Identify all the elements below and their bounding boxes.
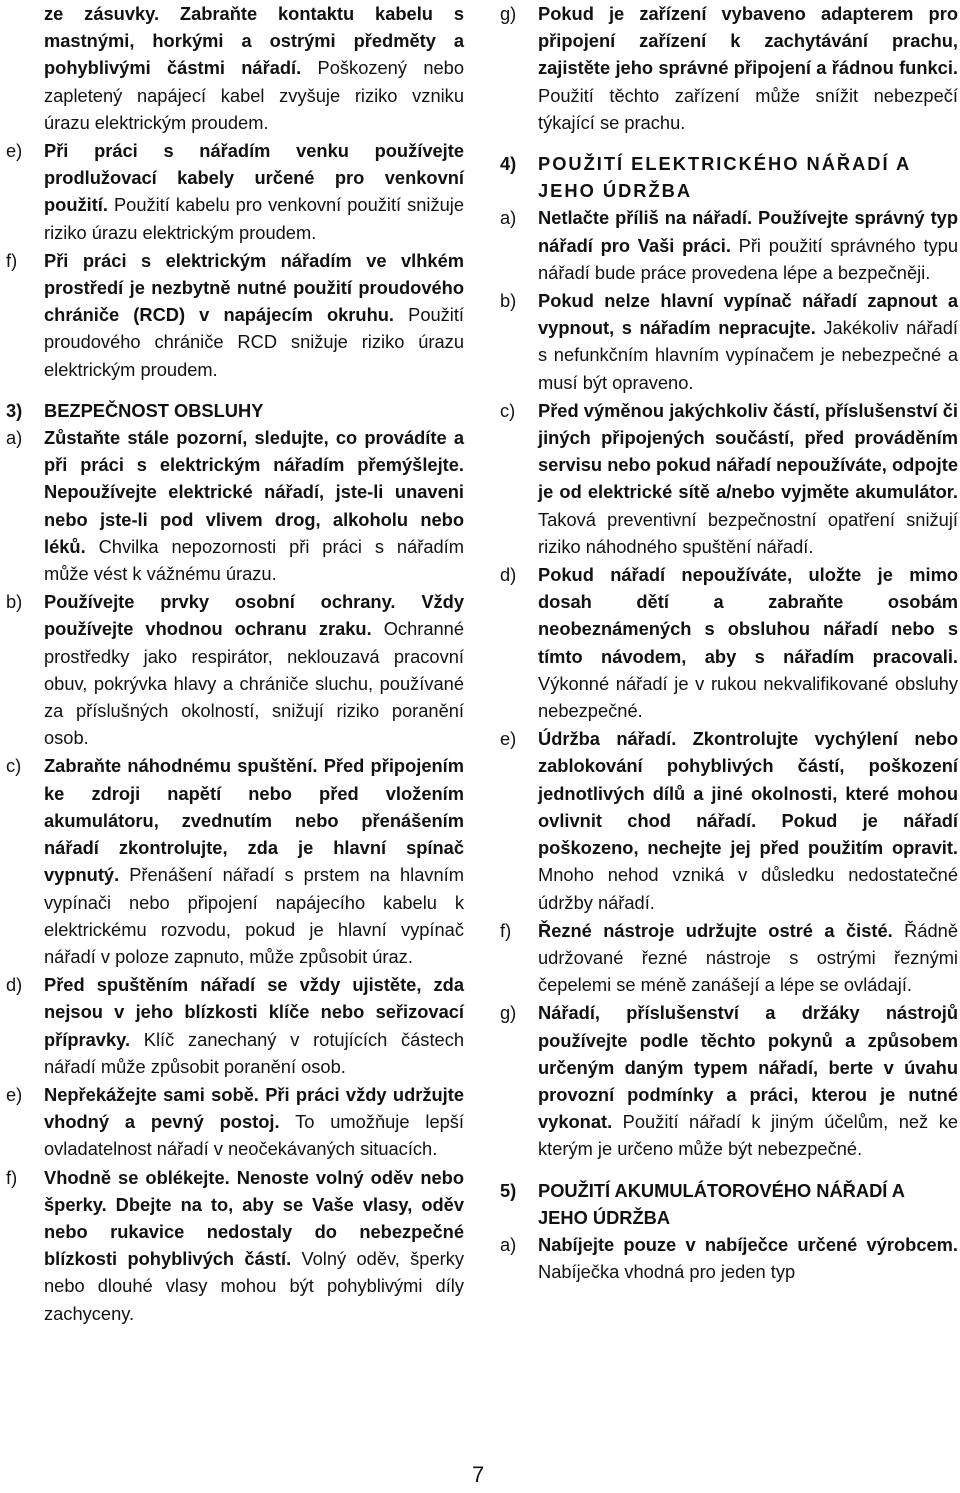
item-bold-text: Řezné nástroje udržujte ostré a čisté. [538,919,893,941]
list-item-3d [6,971,464,1080]
item-normal-text: Nabíječka vhodná pro jeden typ [538,1261,796,1283]
item-normal-text: Chvilka nepozornosti při práci s nářadím může vést k vážnému úrazu. [44,535,464,585]
item-bold-text: Nářadí, příslušenství a držáky nástrojů používejte podle těchto pokynů a způsobem určeným daným typem nářadí, berte v úvahu provozní podmínky a práci, kterou je nutné vykonat. [538,1002,958,1133]
item-marker: a) [500,207,517,229]
item-bold-text: Před spuštěním nářadí se vždy ujistěte, zda nejsou v jeho blízkosti klíče nebo seřizovací přípravky. [44,974,464,1050]
item-marker: f) [500,919,512,941]
list-item-4b [500,287,958,396]
section-title: BEZPEČNOST OBSLUHY [44,399,264,421]
list-item-e [6,137,464,246]
item-bold-text: ze zásuvky. Zabraňte kontaktu kabelu s mastnými, horkými a ostrými předměty a pohyblivými částmi nářadí. [44,3,464,79]
item-marker: c) [6,755,22,777]
list-item-4c [500,397,958,560]
section-number: 5) [500,1179,517,1201]
item-marker: e) [500,728,517,750]
item-bold-text: Pokud nelze hlavní vypínač nářadí zapnout a vypnout, s nářadím nepracujte. [538,290,958,339]
item-normal-text: Výkonné nářadí je v rukou nekvalifikované obsluhy nebezpečné. [538,672,958,722]
section-heading-4 [500,150,958,204]
item-bold-text: Pokud je zařízení vybaveno adapterem pro připojení zařízení k zachytávání prachu, zajistěte jeho správné připojení a řádnou funkci. [538,3,958,79]
item-bold-text: Při práci s elektrickým nářadím ve vlhkém prostředí je nezbytně nutné použití proudového chrániče (RCD) v napájecím okruhu. [44,249,464,326]
item-normal-text: Ochranné prostředky jako respirátor, neklouzavá pracovní obuv, pokrývka hlavy a chrániče sluchu, používané za příslušných okolností, snižují riziko poranění osob. [44,618,464,749]
list-item-3c [6,752,464,970]
section-number: 3) [6,399,23,421]
item-normal-text: Taková preventivní bezpečnostní opatření snižují riziko náhodného spuštění nářadí. [538,508,958,557]
item-normal-text: Volný oděv, šperky nebo dlouhé vlasy mohou být pohyblivými díly zachyceny. [44,1248,464,1324]
item-marker: e) [6,140,23,162]
section-title: POUŽITÍ ELEKTRICKÉHO NÁŘADÍ A JEHO ÚDRŽBA [538,153,911,202]
item-bold-text: Zůstaňte stále pozorní, sledujte, co provádíte a při práci s elektrickým nářadím přemýšlejte. Nepoužívejte elektrické nářadí, jste-li unaveni nebo jste-li pod vlivem drog, alkoholu nebo léků. [44,427,464,557]
item-marker: c) [500,399,516,421]
section-title: POUŽITÍ AKUMULÁTOROVÉHO NÁŘADÍ A JEHO ÚDRŽBA [538,1179,905,1228]
list-item-4d [500,561,958,724]
item-bold-text: Používejte prvky osobní ochrany. Vždy používejte vhodnou ochranu zraku. [44,591,464,640]
list-item-3f [6,1164,464,1327]
item-bold-text: Nepřekážejte sami sobě. Při práci vždy udržujte vhodný a pevný postoj. [44,1083,464,1133]
item-marker: b) [6,591,23,613]
item-marker: g) [500,1002,517,1024]
item-marker: f) [6,249,18,271]
item-normal-text: Použití proudového chrániče RCD snižuje riziko úrazu elektrickým proudem. [44,304,465,380]
item-marker: d) [6,974,23,996]
item-bold-text: Při práci s nářadím venku používejte prodlužovací kabely určené pro venkovní použití. [44,140,464,216]
item-normal-text: Použití těchto zařízení může snížit nebezpečí týkající se prachu. [538,84,958,133]
item-normal-text: Jakékoliv nářadí s nefunkčním hlavním vypínačem je nebezpečné a musí být opraveno. [538,317,958,393]
list-item-3b [6,588,464,751]
item-bold-text: Vhodně se oblékejte. Nenoste volný oděv nebo šperky. Dbejte na to, aby se Vaše vlasy, oděv nebo rukavice nedostaly do nebezpečné blízkosti pohyblivých částí. [44,1166,464,1270]
item-marker: e) [6,1083,23,1105]
item-normal-text: Poškozený nebo zapletený napájecí kabel zvyšuje riziko vzniku úrazu elektrickým proudem. [44,57,464,133]
right-column [500,0,958,1285]
item-normal-text: Mnoho nehod vzniká v důsledku nedostatečné údržby nářadí. [538,864,958,913]
left-column [6,0,464,1327]
list-item-3e [6,1081,464,1163]
item-bold-text: Před výměnou jakýchkoliv částí, příslušenství či jiných připojených součástí, před prováděním servisu nebo pokud nářadí nepoužíváte, odpojte je od elektrické sítě a/nebo vyjměte akumulátor. [538,399,958,503]
item-marker: f) [6,1166,18,1188]
item-bold-text: Netlačte příliš na nářadí. Používejte správný typ nářadí pro Vaši práci. [538,207,958,256]
list-item-3a [6,424,464,587]
list-item-4g [500,999,958,1162]
item-normal-text: Přenášení nářadí s prstem na hlavním vypínači nebo připojení napájecího kabelu k elektrickému rozvodu, pokud je hlavní vypínač nářadí v poloze zapnuto, může způsobit úraz. [44,864,464,967]
item-normal-text: Použití kabelu pro venkovní použití snižuje riziko úrazu elektrickým proudem. [44,194,464,243]
item-bold-text: Údržba nářadí. Zkontrolujte vychýlení nebo zablokování pohyblivých částí, poškození jednotlivých dílů a jiné okolnosti, které mohou ovlivnit chod nářadí. Pokud je nářadí poškozeno, nechejte jej před použitím opravit. [538,728,958,859]
list-item-f [6,247,464,383]
page-number: 7 [472,1462,485,1487]
list-item-continuation [6,0,464,136]
item-normal-text: Klíč zanechaný v rotujících částech nářadí může způsobit poranění osob. [44,1028,464,1077]
item-marker: b) [500,290,517,312]
item-bold-text: Zabraňte náhodnému spuštění. Před připojením ke zdroji napětí nebo před vložením akumulátoru, zvednutím nebo přenášením nářadí zkontrolujte, zda je hlavní spínač vypnutý. [44,755,464,886]
section-heading-5 [500,1177,958,1231]
item-bold-text: Pokud nářadí nepoužíváte, uložte je mimo dosah dětí a zabraňte osobám neobeznámených s obsluhou nářadí nebo s tímto návodem, aby s nářadím pracovali. [538,564,958,667]
item-marker: a) [6,427,23,449]
list-item-4e [500,725,958,915]
section-number: 4) [500,153,517,175]
list-item-g [500,0,958,136]
item-normal-text: Řádně udržované řezné nástroje s ostrými řeznými čepelemi se méně zanášejí a lépe se ovládají. [538,919,958,996]
item-marker: a) [500,1233,517,1255]
list-item-4f [500,917,958,999]
section-heading-3 [6,397,464,424]
list-item-5a [500,1231,958,1285]
list-item-4a [500,204,958,286]
item-normal-text: To umožňuje lepší ovladatelnost nářadí v neočekávaných situacích. [44,1111,464,1160]
item-normal-text: Při použití správného typu nářadí bude práce provedena lépe a bezpečněji. [538,234,958,283]
item-marker: d) [500,564,517,586]
item-normal-text: Použití nářadí k jiným účelům, než ke kterým je určeno může být nebezpečné. [538,1111,958,1160]
item-bold-text: Nabíjejte pouze v nabíječce určené výrobcem. [538,1233,958,1255]
item-marker: g) [500,3,517,24]
